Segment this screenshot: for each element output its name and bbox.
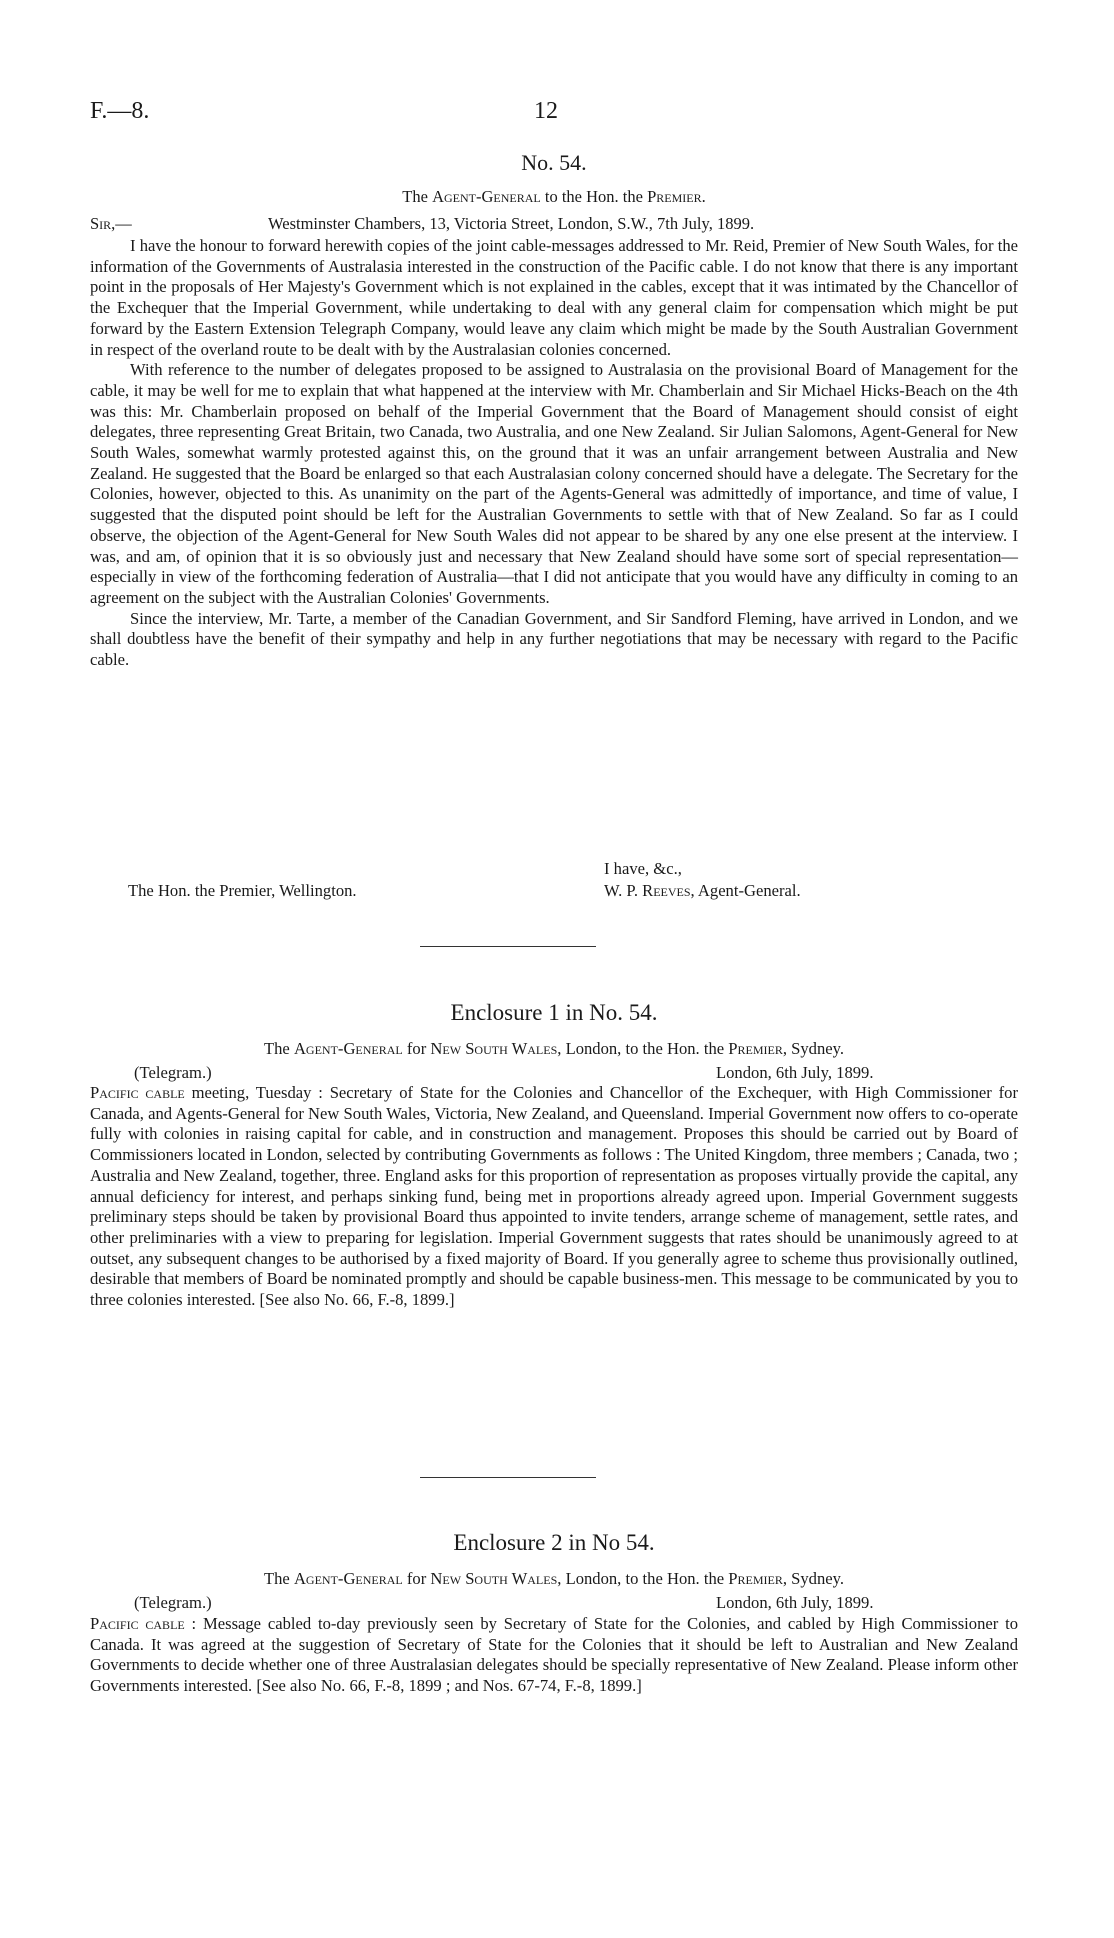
enclosure-2-body: Pacific cable : Message cabled to-day previously seen by Secretary of State for the Colonies, and cabled by High Commissioner to Canada. It was agreed at the suggestion of Secretary of State for the Colonies that it should be left to Australian and New Zealand Governments to decide whether one of three Australasian delegates should be specially representative of New Zealand. Please inform other Governments interested. [See also No. 66, F.-8, 1899 ; and Nos. 67-74, F.-8, 1899.] — [90, 1614, 1018, 1696]
page-header — [90, 98, 1018, 128]
telegram-date: London, 6th July, 1899. — [716, 1063, 874, 1082]
enclosure-2-title: Enclosure 2 in No 54. — [453, 1530, 655, 1555]
document-heading: The Agent-General to the Hon. the Premier. — [402, 187, 706, 206]
closing: I have, &c., — [604, 859, 682, 878]
sender-address: Westminster Chambers, 13, Victoria Street, London, S.W., 7th July, 1899. — [268, 214, 755, 233]
telegram-lead: Pacific cable — [90, 1083, 185, 1102]
page-number: 12 — [534, 98, 558, 124]
document-page — [90, 0, 1018, 1938]
salutation-line — [90, 214, 1018, 236]
signature: W. P. Reeves, Agent-General. — [604, 881, 801, 900]
letter-signoff — [90, 858, 1018, 902]
addressee: The Hon. the Premier, Wellington. — [128, 881, 357, 900]
telegram-date: London, 6th July, 1899. — [716, 1593, 874, 1612]
letter-paragraph: With reference to the number of delegates proposed to be assigned to Australasia on the provisional Board of Management for the cable, it may be well for me to explain that what happened at the interview with Mr. Chamberlain and Sir Michael Hicks-Beach on the 4th was this: Mr. Chamberlain proposed on behalf of the Imperial Government that the Board of Management should consist of eight delegates, three representing Great Britain, two Canada, two Australia, and one New Zealand. Sir Julian Salomons, Agent-General for New South Wales, somewhat warmly protested against this, on the ground that it was an unfair arrangement between Australia and New Zealand. He suggested that the Board be enlarged so that each Australasian colony concerned should have a delegate. The Secretary for the Colonies, however, objected to this. As unanimity on the part of the Agents-General was admittedly of importance, and time of value, I suggested that the disputed point should be left for the Australian Governments to settle with that of New Zealand. So far as I could observe, the objection of the Agent-General for New South Wales did not appear to be shared by any one else present at the interview. I was, and am, of opinion that it is so obviously just and necessary that New Zealand should have some sort of special representation—especially in view of the forthcoming federation of Australia—that I did not anticipate that you would have any difficulty in coming to an agreement on the subject with the Australian Colonies' Governments. — [90, 360, 1018, 607]
letter-body — [90, 236, 1018, 671]
telegram-lead: Pacific cable — [90, 1614, 185, 1633]
telegram-label: (Telegram.) — [134, 1593, 212, 1612]
salutation: Sir,— — [90, 214, 132, 233]
enclosure-1-title: Enclosure 1 in No. 54. — [450, 1000, 658, 1025]
enclosure-1-telegram-line — [90, 1063, 1018, 1085]
section-divider — [420, 1477, 596, 1478]
enclosure-2-telegram-line — [90, 1593, 1018, 1615]
telegram-label: (Telegram.) — [134, 1063, 212, 1082]
enclosure-2-heading: The Agent-General for New South Wales, London, to the Hon. the Premier, Sydney. — [263, 1569, 844, 1588]
enclosure-1-heading: The Agent-General for New South Wales, London, to the Hon. the Premier, Sydney. — [263, 1039, 844, 1058]
letter-paragraph: I have the honour to forward herewith copies of the joint cable-messages addressed to Mr. Reid, Premier of New South Wales, for the information of the Governments of Australasia interested in the construction of the Pacific cable. I do not know that there is any important point in the proposals of Her Majesty's Government which is not explained in the cables, except that it was intimated by the Chancellor of the Exchequer that the Imperial Government, while undertaking to deal with any general claim for compensation which might be put forward by the Eastern Extension Telegraph Company, would leave any claim which might be made by the South Australian Government in respect of the overland route to be dealt with by the Australasian colonies concerned. — [90, 236, 1018, 359]
letter-paragraph: Since the interview, Mr. Tarte, a member of the Canadian Government, and Sir Sandford Fleming, have arrived in London, and we shall doubtless have the benefit of their sympathy and help in any further negotiations that may be necessary with regard to the Pacific cable. — [90, 608, 1018, 670]
paper-reference: F.—8. — [90, 98, 150, 124]
enclosure-1-body: Pacific cable meeting, Tuesday : Secretary of State for the Colonies and Chancellor of the Exchequer, with High Commissioner for Canada, and Agents-General for New South Wales, Victoria, New Zealand, and Queensland. Imperial Government now offers to co-operate fully with colonies in raising capital for cable, and in construction and management. Proposes this should be carried out by Board of Commissioners located in London, selected by contributing Governments as follows : The United Kingdom, three members ; Canada, two ; Australia and New Zealand, together, three. England asks for this proportion of representation as proposes virtually provide the capital, any annual deficiency for interest, and perhaps sinking fund, being met in proportions already agreed upon. Imperial Government suggests preliminary steps should be taken by provisional Board thus appointed to invite tenders, arrange scheme of management, settle rates, and other preliminaries with a view to preparing for legislation. Imperial Government suggests that rates should be unanimously agreed to at outset, any subsequent changes to be authorised by a fixed majority of Board. If you generally agree to scheme thus provisionally outlined, desirable that members of Board be nominated promptly and should be capable business-men. This message to be communicated by you to three colonies interested. [See also No. 66, F.-8, 1899.] — [90, 1083, 1018, 1310]
document-number: No. 54. — [521, 150, 587, 175]
section-divider — [420, 946, 596, 947]
